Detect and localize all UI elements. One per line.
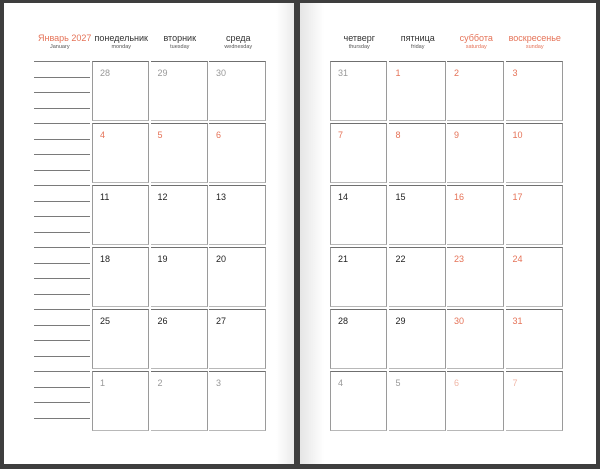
day-cell[interactable] (209, 123, 266, 183)
day-number: 17 (512, 192, 523, 202)
spine-shadow-right (300, 3, 324, 464)
day-number: 13 (216, 192, 227, 202)
day-cell[interactable] (447, 247, 504, 307)
day-number: 3 (512, 68, 518, 78)
day-cell[interactable] (389, 123, 446, 183)
weekday-name: пятница (400, 33, 435, 43)
day-number: 28 (338, 316, 349, 326)
weekday-header-tuesday (151, 34, 210, 51)
weekday-header-monday (92, 34, 151, 51)
notes-lines[interactable] (34, 61, 90, 123)
day-cell[interactable] (92, 309, 149, 369)
day-number: 3 (216, 378, 222, 388)
weekday-header-sunday (506, 34, 565, 51)
weekday-name: вторник (163, 33, 197, 43)
day-cell[interactable] (330, 309, 387, 369)
note-line (34, 108, 90, 109)
note-line (34, 309, 90, 310)
day-cell[interactable] (389, 247, 446, 307)
notes-lines[interactable] (34, 371, 90, 433)
day-cell[interactable] (330, 247, 387, 307)
note-line (34, 77, 90, 78)
day-number: 18 (100, 254, 111, 264)
day-number: 25 (100, 316, 111, 326)
day-number: 5 (157, 130, 163, 140)
weekday-name-en: thursday (348, 44, 370, 50)
weekday-name-en: saturday (465, 44, 487, 50)
left-page (4, 3, 294, 464)
day-cell[interactable] (92, 61, 149, 121)
day-cell[interactable] (151, 247, 208, 307)
note-line (34, 201, 90, 202)
day-number: 4 (338, 378, 344, 388)
day-cell[interactable] (447, 61, 504, 121)
day-cell[interactable] (151, 185, 208, 245)
day-number: 15 (395, 192, 406, 202)
day-number: 26 (157, 316, 168, 326)
day-number: 20 (216, 254, 227, 264)
day-number: 29 (395, 316, 406, 326)
day-number: 22 (395, 254, 406, 264)
day-number: 16 (454, 192, 465, 202)
day-number: 14 (338, 192, 349, 202)
day-cell[interactable] (209, 247, 266, 307)
day-cell[interactable] (209, 61, 266, 121)
day-cell[interactable] (389, 309, 446, 369)
notes-lines[interactable] (34, 185, 90, 247)
day-cell[interactable] (506, 185, 563, 245)
weekday-name: воскресенье (508, 33, 561, 43)
note-line (34, 371, 90, 372)
day-cell[interactable] (151, 371, 208, 431)
day-cell[interactable] (151, 61, 208, 121)
note-line (34, 232, 90, 233)
weekday-header-thursday (330, 34, 389, 51)
day-number: 2 (157, 378, 163, 388)
notes-lines[interactable] (34, 247, 90, 309)
weekday-header-wednesday (209, 34, 268, 51)
day-number: 12 (157, 192, 168, 202)
note-line (34, 92, 90, 93)
weekday-name-en: tuesday (170, 44, 190, 50)
day-cell[interactable] (506, 309, 563, 369)
note-line (34, 247, 90, 248)
notes-lines[interactable] (34, 309, 90, 371)
day-cell[interactable] (209, 185, 266, 245)
note-line (34, 139, 90, 140)
month-title: Январь 2027 (38, 33, 92, 43)
day-cell[interactable] (209, 309, 266, 369)
day-number: 28 (100, 68, 111, 78)
note-line (34, 154, 90, 155)
day-cell[interactable] (92, 371, 149, 431)
day-number: 23 (454, 254, 465, 264)
weekday-name-en: monday (111, 44, 132, 50)
note-line (34, 356, 90, 357)
day-number: 27 (216, 316, 227, 326)
notes-lines[interactable] (34, 123, 90, 185)
day-number: 11 (100, 192, 110, 202)
day-number: 7 (512, 378, 518, 388)
day-number: 4 (100, 130, 106, 140)
weekday-name: четверг (343, 33, 375, 43)
note-line (34, 418, 90, 419)
day-number: 31 (512, 316, 523, 326)
day-cell[interactable] (209, 371, 266, 431)
weekday-header-saturday (447, 34, 506, 51)
day-number: 10 (512, 130, 523, 140)
day-cell[interactable] (447, 123, 504, 183)
weekday-name: среда (225, 33, 251, 43)
day-cell[interactable] (506, 371, 563, 431)
weekday-header-friday (389, 34, 448, 51)
note-line (34, 216, 90, 217)
day-number: 1 (395, 68, 401, 78)
day-number: 9 (454, 130, 460, 140)
day-number: 2 (454, 68, 460, 78)
note-line (34, 278, 90, 279)
day-cell[interactable] (330, 123, 387, 183)
day-number: 5 (395, 378, 401, 388)
weekday-name: суббота (459, 33, 493, 43)
day-cell[interactable] (447, 309, 504, 369)
note-line (34, 263, 90, 264)
day-number: 6 (216, 130, 222, 140)
day-number: 1 (100, 378, 106, 388)
note-line (34, 185, 90, 186)
day-number: 30 (454, 316, 465, 326)
day-number: 8 (395, 130, 401, 140)
note-line (34, 61, 90, 62)
note-line (34, 387, 90, 388)
note-line (34, 402, 90, 403)
day-number: 24 (512, 254, 523, 264)
day-cell[interactable] (330, 185, 387, 245)
day-cell[interactable] (92, 123, 149, 183)
day-cell[interactable] (92, 247, 149, 307)
day-cell[interactable] (92, 185, 149, 245)
note-line (34, 325, 90, 326)
day-cell[interactable] (447, 185, 504, 245)
spine-shadow-left (276, 3, 294, 464)
day-cell[interactable] (389, 185, 446, 245)
day-cell[interactable] (151, 123, 208, 183)
day-cell[interactable] (151, 309, 208, 369)
day-cell[interactable] (447, 371, 504, 431)
day-number: 19 (157, 254, 168, 264)
day-cell[interactable] (506, 61, 563, 121)
day-number: 6 (454, 378, 460, 388)
note-line (34, 123, 90, 124)
day-number: 7 (338, 130, 344, 140)
weekday-name-en: sunday (525, 44, 544, 50)
note-line (34, 170, 90, 171)
day-cell[interactable] (330, 61, 387, 121)
day-number: 30 (216, 68, 227, 78)
day-cell[interactable] (506, 247, 563, 307)
weekday-name-en: friday (411, 44, 425, 50)
month-title-en: January (50, 44, 70, 50)
day-cell[interactable] (389, 371, 446, 431)
day-number: 31 (338, 68, 349, 78)
day-number: 29 (157, 68, 168, 78)
day-cell[interactable] (389, 61, 446, 121)
month-header (38, 34, 91, 51)
note-line (34, 294, 90, 295)
day-cell[interactable] (506, 123, 563, 183)
right-page (300, 3, 596, 464)
note-line (34, 340, 90, 341)
weekday-name-en: wednesday (224, 44, 253, 50)
day-number: 21 (338, 254, 349, 264)
weekday-name: понедельник (94, 33, 148, 43)
day-cell[interactable] (330, 371, 387, 431)
